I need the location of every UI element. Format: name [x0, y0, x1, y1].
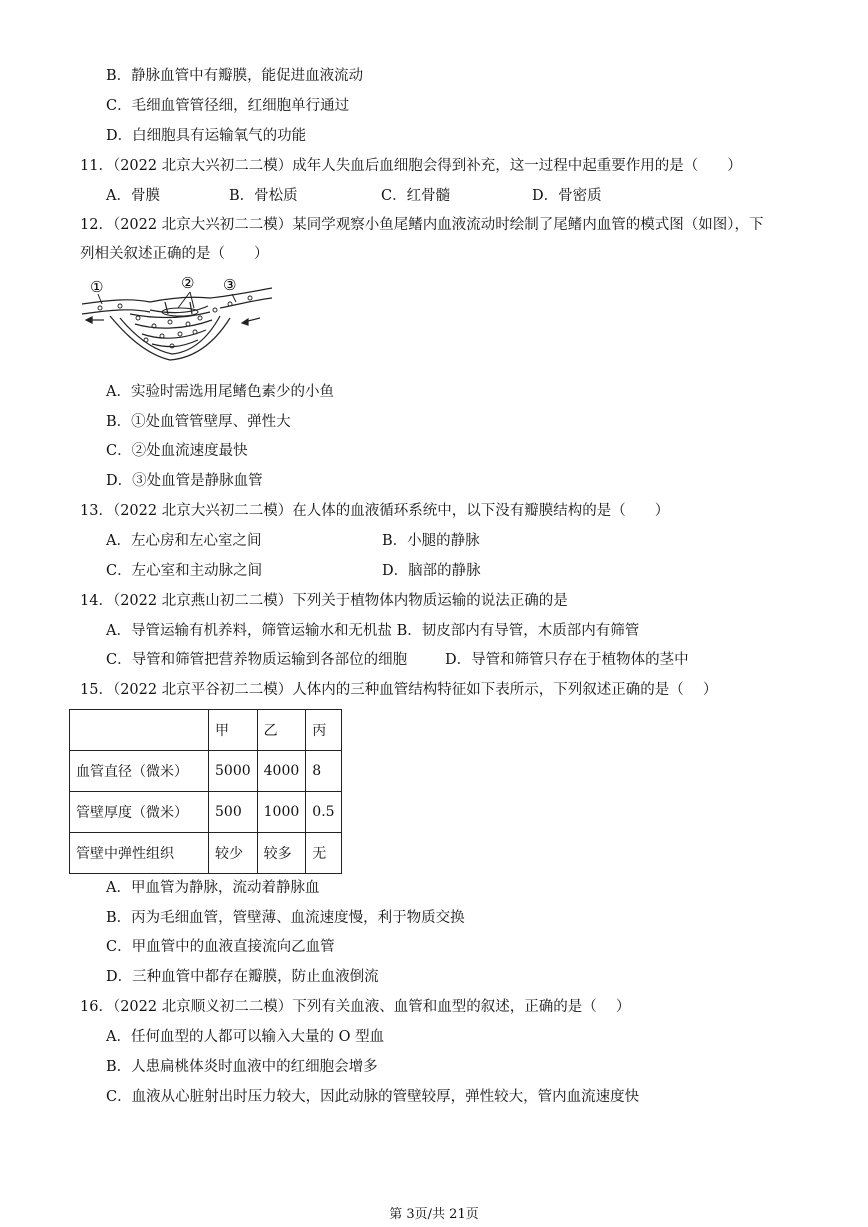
q14-option-d: D．导管和筛管只存在于植物体的茎中 — [445, 652, 689, 668]
table-header-row — [70, 710, 342, 751]
table-cell: 管壁厚度（微米） — [70, 792, 209, 833]
q12-option-d: D．③处血管是静脉血管 — [106, 473, 263, 489]
page-footer: 第 3页/共 21页 — [389, 1207, 479, 1222]
table-cell: 血管直径（微米） — [70, 751, 209, 792]
question-13: 13．（2022 北京大兴初二二模）在人体的血液循环系统中，以下没有瓣膜结构的是（ ） — [80, 503, 670, 519]
table-cell: 甲 — [209, 710, 258, 751]
q13-option-c: C．左心室和主动脉之间 — [106, 563, 263, 579]
table-row — [70, 751, 342, 792]
blood-vessel-table — [69, 709, 342, 874]
q15-option-b: B．丙为毛细血管，管壁薄、血流速度慢，利于物质交换 — [106, 910, 465, 926]
q16-option-a: A．任何血型的人都可以输入大量的 O 型血 — [106, 1029, 385, 1045]
table-cell: 乙 — [257, 710, 306, 751]
q12-option-a: A．实验时需选用尾鳍色素少的小鱼 — [106, 384, 334, 400]
table-cell: 丙 — [306, 710, 341, 751]
table-cell: 管壁中弹性组织 — [70, 833, 209, 874]
q13-option-a: A．左心房和左心室之间 — [106, 533, 262, 549]
q11-option-a: A．骨膜 — [106, 188, 160, 204]
q12-option-c: C．②处血流速度最快 — [106, 443, 248, 459]
q14-option-ab: A．导管运输有机养料，筛管运输水和无机盐 B．韧皮部内有导管，木质部内有筛管 — [106, 623, 640, 639]
q14-option-c: C．导管和筛管把营养物质运输到各部位的细胞 — [106, 652, 408, 668]
table-cell: 较多 — [257, 833, 306, 874]
question-14: 14．（2022 北京燕山初二二模）下列关于植物体内物质运输的说法正确的是 — [80, 593, 568, 609]
q11-option-c: C．红骨髓 — [381, 188, 451, 204]
question-12-line1: 12．（2022 北京大兴初二二模）某同学观察小鱼尾鳍内血液流动时绘制了尾鳍内血管的模式图（如图），下 — [80, 217, 764, 233]
diagram-label-1: ① — [90, 278, 104, 296]
diagram-label-3: ③ — [223, 276, 237, 294]
table-cell: 5000 — [209, 751, 258, 792]
table-cell: 1000 — [257, 792, 306, 833]
q16-option-c: C．血液从心脏射出时压力较大，因此动脉的管壁较厚，弹性较大，管内血流速度快 — [106, 1089, 640, 1105]
table-cell: 0.5 — [306, 792, 341, 833]
question-15: 15．（2022 北京平谷初二二模）人体内的三种血管结构特征如下表所示，下列叙述正确的是（ ） — [80, 682, 718, 698]
table-cell — [70, 710, 209, 751]
q16-option-b: B．人患扁桃体炎时血液中的红细胞会增多 — [106, 1059, 378, 1075]
q11-option-b: B．骨松质 — [229, 188, 298, 204]
question-11: 11．（2022 北京大兴初二二模）成年人失血后血细胞会得到补充，这一过程中起重要作用的是（ ） — [80, 158, 742, 174]
table-cell: 8 — [306, 751, 341, 792]
table-cell: 无 — [306, 833, 341, 874]
q10-option-d: D．白细胞具有运输氧气的功能 — [106, 128, 307, 144]
table-cell: 4000 — [257, 751, 306, 792]
blood-vessel-diagram — [80, 274, 280, 374]
q13-option-b: B．小腿的静脉 — [382, 533, 480, 549]
question-16: 16．（2022 北京顺义初二二模）下列有关血液、血管和血型的叙述，正确的是（ ） — [80, 999, 631, 1015]
q15-option-a: A．甲血管为静脉，流动着静脉血 — [106, 880, 320, 896]
table-row — [70, 792, 342, 833]
q12-option-b: B．①处血管管壁厚、弹性大 — [106, 414, 291, 430]
q13-option-d: D．脑部的静脉 — [382, 563, 481, 579]
diagram-label-2: ② — [181, 274, 195, 292]
q10-option-b: B．静脉血管中有瓣膜，能促进血液流动 — [106, 68, 364, 84]
table-cell: 较少 — [209, 833, 258, 874]
q10-option-c: C．毛细血管管径细，红细胞单行通过 — [106, 98, 350, 114]
table-row — [70, 833, 342, 874]
q15-option-d: D．三种血管中都存在瓣膜，防止血液倒流 — [106, 969, 379, 985]
table-cell: 500 — [209, 792, 258, 833]
q11-option-d: D．骨密质 — [532, 188, 602, 204]
q15-option-c: C．甲血管中的血液直接流向乙血管 — [106, 939, 335, 955]
question-12-line2: 列相关叙述正确的是（ ） — [80, 246, 269, 262]
